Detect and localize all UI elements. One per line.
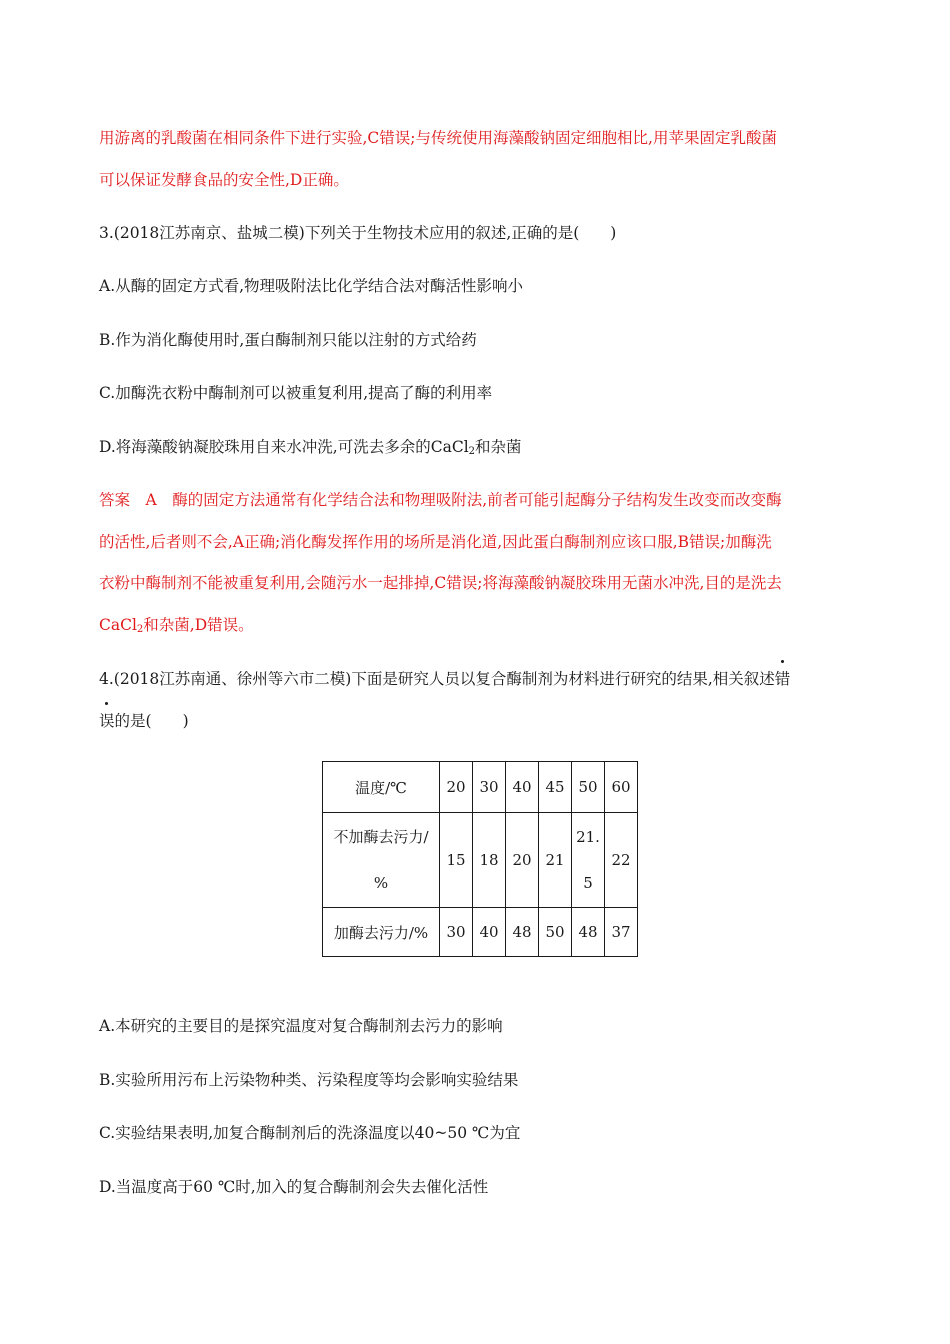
table-value-cell: 40 [473, 908, 506, 957]
q3-option-a: A.从酶的固定方式看,物理吸附法比化学结合法对酶活性影响小 [99, 277, 524, 295]
table-row-no-enzyme [323, 813, 638, 908]
q3-answer-subscript: 2 [136, 624, 144, 635]
table-row-with-enzyme [323, 908, 638, 957]
q4-emphasis-char-1: 错 [775, 668, 791, 690]
table-value-cell: 48 [572, 908, 605, 957]
table-value-cell: 15 [440, 813, 473, 908]
q3-stem: 3.(2018江苏南京、盐城二模)下列关于生物技术应用的叙述,正确的是( ) [99, 224, 617, 242]
table-value-cell: 21. 5 [572, 813, 605, 908]
table-row-label-with-enzyme: 加酶去污力/% [323, 908, 440, 957]
table-temp-cell: 40 [506, 762, 539, 813]
table-value-cell: 37 [605, 908, 638, 957]
table-temp-cell: 30 [473, 762, 506, 813]
table-value-cell: 22 [605, 813, 638, 908]
table-value-cell: 18 [473, 813, 506, 908]
table-temp-cell: 20 [440, 762, 473, 813]
q3-option-b: B.作为消化酶使用时,蛋白酶制剂只能以注射的方式给药 [99, 331, 477, 349]
q3-answer-line-1: 答案 A 酶的固定方法通常有化学结合法和物理吸附法,前者可能引起酶分子结构发生改变而改变酶 [99, 491, 782, 509]
table-temp-cell: 50 [572, 762, 605, 813]
q3-option-d-text: D.将海藻酸钠凝胶珠用自来水冲洗,可洗去多余的CaCl [99, 438, 469, 456]
q4-stem-line-2 [99, 710, 189, 732]
q4-data-table [322, 761, 638, 957]
q3-answer-line-2: 的活性,后者则不会,A正确;消化酶发挥作用的场所是消化道,因此蛋白酶制剂应该口服,B错误;加酶洗 [99, 533, 772, 551]
table-row-label-no-enzyme: 不加酶去污力/ % [323, 813, 440, 908]
emphasis-dot-icon [781, 660, 784, 663]
table-row-temperature [323, 762, 638, 813]
q3-option-d-subscript: 2 [468, 446, 476, 457]
q4-option-b: B.实验所用污布上污染物种类、污染程度等均会影响实验结果 [99, 1071, 519, 1089]
table-value-cell: 30 [440, 908, 473, 957]
q4-option-c: C.实验结果表明,加复合酶制剂后的洗涤温度以40~50 ℃为宜 [99, 1124, 521, 1142]
answer-continuation-line-2: 可以保证发酵食品的安全性,D正确。 [99, 171, 349, 189]
table-value-cell: 50 [539, 908, 572, 957]
emphasis-dot-icon [105, 702, 108, 705]
q4-stem-line-1 [99, 668, 790, 690]
q3-option-c: C.加酶洗衣粉中酶制剂可以被重复利用,提高了酶的利用率 [99, 384, 493, 402]
q4-option-a: A.本研究的主要目的是探究温度对复合酶制剂去污力的影响 [99, 1017, 503, 1035]
table-temp-cell: 45 [539, 762, 572, 813]
answer-continuation-line-1: 用游离的乳酸菌在相同条件下进行实验,C错误;与传统使用海藻酸钠固定细胞相比,用苹果固定乳酸菌 [99, 129, 777, 147]
q3-option-d [99, 436, 522, 463]
q3-answer-line-4 [99, 614, 254, 641]
q3-option-d-tail: 和杂菌 [475, 438, 522, 456]
table-value-cell: 21 [539, 813, 572, 908]
q4-emphasis-char-2: 误 [99, 710, 115, 732]
q4-stem-tail: 的是( ) [114, 712, 189, 730]
q3-answer-formula: CaCl [99, 616, 137, 634]
q3-answer-line-3: 衣粉中酶制剂不能被重复利用,会随污水一起排掉,C错误;将海藻酸钠凝胶珠用无菌水冲洗,目的是洗去 [99, 574, 782, 592]
table-header-label: 温度/℃ [323, 762, 440, 813]
table-value-cell: 20 [506, 813, 539, 908]
table-temp-cell: 60 [605, 762, 638, 813]
table-value-cell: 48 [506, 908, 539, 957]
q4-option-d: D.当温度高于60 ℃时,加入的复合酶制剂会失去催化活性 [99, 1178, 489, 1196]
q4-stem-text: 4.(2018江苏南通、徐州等六市二模)下面是研究人员以复合酶制剂为材料进行研究的结果,相关叙述 [99, 670, 775, 688]
q3-answer-tail: 和杂菌,D错误。 [143, 616, 254, 634]
